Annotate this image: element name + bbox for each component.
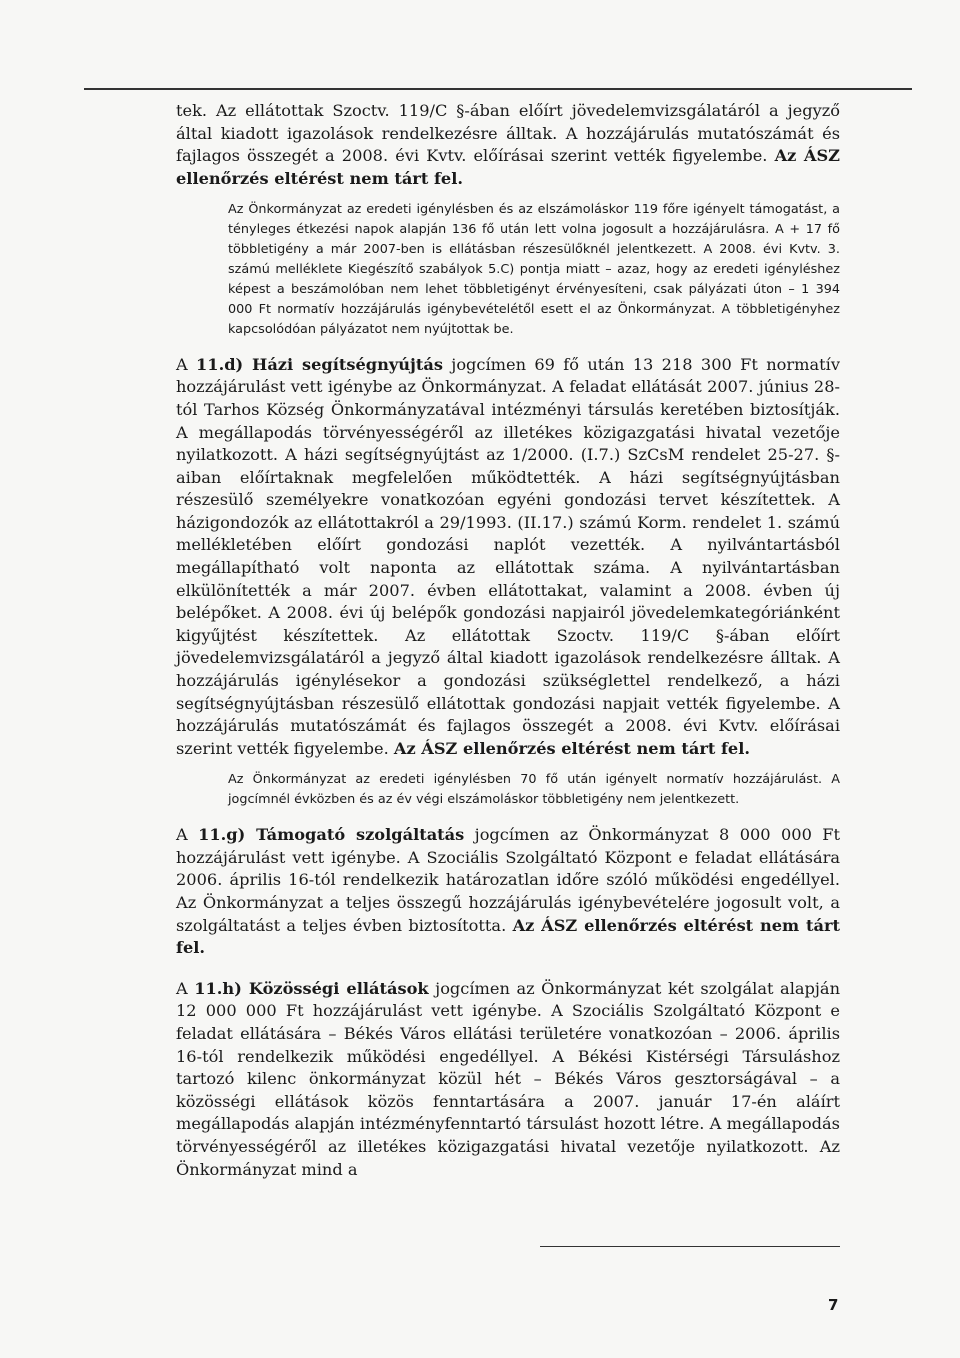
note-hazi-segitsegnyujtas: Az Önkormányzat az eredeti igénylésben 70 fő után igényelt normatív hozzájárulást. A jogcímnél évközben és az év végi elszámoláskor többletigény nem jelentkezett. [228,772,840,808]
paragraph-tamogato-szolgaltatas [176,824,840,960]
paragraph-text: tek. Az ellátottak Szoctv. 119/C §-ában előírt jövedelemvizsgálatáról a jegyző által kiadott igazolások rendelkezésre álltak. A hozzájárulás mutatószámát és fajlagos összegét a 2008. évi Kvtv. előírásai szerint vették figyelembe. [176,101,840,166]
paragraph-kozossegi-ellatasok [176,978,840,1181]
paragraph-text: jogcímen az Önkormányzat 8 000 000 Ft hozzájárulást vett igénybe. A Szociális Szolgáltató Központ e feladat ellátására 2006. április 16-tól rendelkezik határozatlan időre szóló működési engedéllyel. Az Önkormányzat a teljes összegű hozzájárulás igénybevételére jogosult volt, a szolgáltatást a teljes évben biztosította. [176,825,841,935]
note-etkeztetes: Az Önkormányzat az eredeti igénylésben és az elszámoláskor 119 főre igényelt támogatást, a tényleges étkezési napok alapján 136 fő után lett volna jogosult a hozzájárulásra. A + 17 fő többletigény a már 2007-ben is ellátásban részesülőknél jelentkezett. A 2008. évi Kvtv. 3. számú melléklete Kiegészítő szabályok 5.C) pontja miatt – azaz, hogy az eredeti igényléshez képest a beszámolóban nem lehet többletigényt érvényesíteni, csak pályázati úton – 1 394 000 Ft normatív hozzájárulás igénybevételétől esett el az Önkormányzat. A többletigényhez kapcsolódóan pályázatot nem nyújtottak be. [228,202,840,337]
audit-conclusion: Az ÁSZ ellenőrzés eltérést nem tárt fel. [176,915,840,958]
paragraph-lead: A [176,354,188,374]
audit-conclusion: Az ÁSZ ellenőrzés eltérést nem tárt fel. [393,738,751,758]
header-rule [84,88,912,90]
paragraph-lead: A [176,825,188,845]
page-number: 7 [828,1296,839,1314]
footer-rule [540,1246,840,1247]
section-heading-11g: 11.g) Támogató szolgáltatás [198,825,465,845]
paragraph-text: jogcímen 69 fő után 13 218 300 Ft normatív hozzájárulást vett igénybe az Önkormányzat. A feladat ellátását 2007. június 28-tól Tarhos Község Önkormányzatával intézményi társulás keretében biztosítják. A megállapodás törvényességéről az illetékes közigazgatási hivatal vezetője nyilatkozott. A házi segítségnyújtást az 1/2000. (I.7.) SzCsM rendelet 25-27. §-aiban előírtaknak megfelelően működtették. A házi segítségnyújtásban részesülő személyekre vonatkozóan egyéni gondozási tervet készítettek. A házigondozók az ellátottakról a 29/1993. (II.17.) számú Korm. rendelet 1. számú mellékletében előírt gondozási naplót vezették. A nyilvántartásból megállapítható volt naponta az ellátottak száma. A nyilvántartásban elkülönítették a már 2007. évben ellátottakat, valamint a 2008. évben új belépőket. A 2008. évi új belépők gondozási napjairól jövedelemkategóriánként kigyűjtést készítettek. Az ellátottak Szoctv. 119/C §-ában előírt jövedelemvizsgálatáról a jegyző által kiadott igazolások rendelkezésre álltak. A hozzájárulás igénylésekor a gondozási szükséglettel rendelkező, a házi segítségnyújtásban részesülő ellátottak gondozási napjait vették figyelembe. A hozzájárulás mutatószámát és fajlagos összegét a 2008. évi Kvtv. előírásai szerint vették figyelembe. [176,354,840,758]
section-heading-11h: 11.h) Közösségi ellátások [194,978,429,998]
section-heading-11d: 11.d) Házi segítségnyújtás [196,354,443,374]
paragraph-text: jogcímen az Önkormányzat két szolgálat alapján 12 000 000 Ft hozzájárulást vett igénybe. A Szociális Szolgáltató Központ e feladat ellátására – Békés Város ellátási területére vonatkozóan – 2006. április 16-tól rendelkezik működési engedéllyel. A Békési Kistérségi Társuláshoz tartozó kilenc önkormányzat közül hét – Békés Város gesztorságával – a közösségi ellátások közös fenntartására a 2007. január 17-én aláírt megállapodás alapján intézményfenntartó társulást hozott létre. A megállapodás törvényességéről az illetékes közigazgatási hivatal vezetője nyilatkozott. Az Önkormányzat mind a [176,978,840,1179]
audit-conclusion: Az ÁSZ ellenőrzés eltérést nem tárt fel. [176,146,840,188]
paragraph-hazi-segitsegnyujtas [176,354,840,761]
paragraph-lead: A [176,978,188,998]
document-body [176,100,840,1181]
paragraph-ellatottak-end [176,100,840,190]
